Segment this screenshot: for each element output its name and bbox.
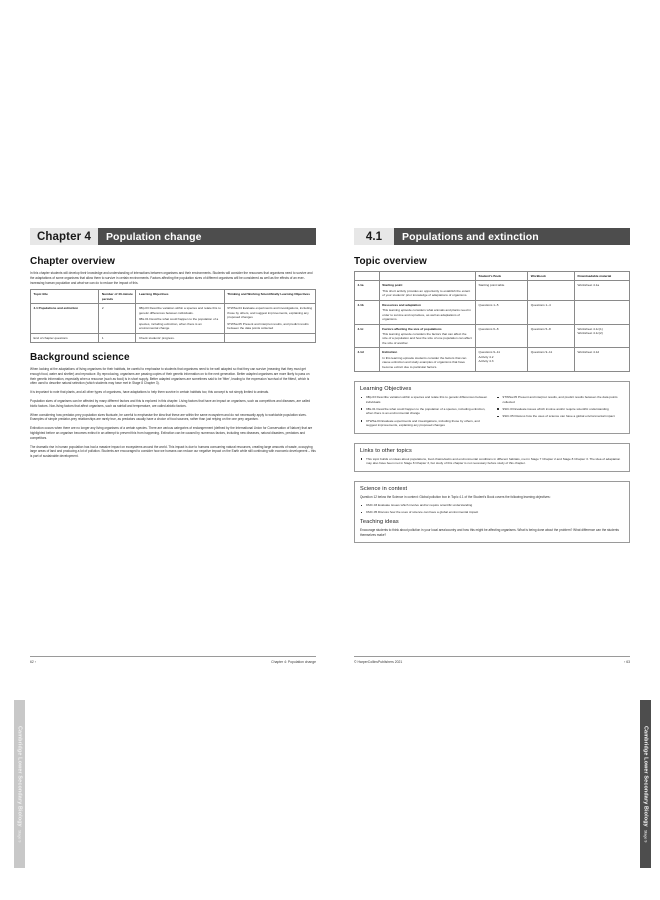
tws-item: 9TWSa.05 Present and interpret results, and predict results between the data points collected: [227, 321, 309, 331]
resource-ref: Activity 4.3: [478, 359, 494, 364]
background-paragraph: The dramatic rise in human population has had a massive impact on ecosystems around the world. This impact is due to humans consuming natural resources, creating large amounts of waste, occupying large areas of land and producing a lot of pollution. Students are encouraged to consider how we humans can reduce our negative impact on the Earth while still continuing with economic development – this is part of sustainable development.: [30, 444, 316, 459]
right-page-side-tab: [640, 700, 651, 868]
cell-downloadable: [575, 348, 630, 372]
copyright-notice: © HarperCollinsPublishers 2021: [354, 660, 403, 664]
cell-topic-title: End of chapter questions: [31, 333, 99, 342]
episode-title: Factors affecting the size of populations: [382, 326, 442, 331]
cell-periods: 2: [99, 304, 136, 333]
book-spread: [0, 228, 660, 843]
resource-ref: Activity 4.2: [478, 354, 494, 359]
col-topic-title: Topic title: [31, 290, 99, 304]
cell-workbook: [528, 348, 575, 372]
col-periods: Number of 40-minute periods: [99, 290, 136, 304]
col-downloadable: Downloadable material: [575, 272, 630, 281]
cell-episode: [379, 300, 475, 324]
topic-title: Populations and extinction: [394, 228, 630, 245]
cell-downloadable: [575, 300, 630, 324]
table-row: [31, 304, 316, 333]
chapter-overview-table: [30, 289, 316, 343]
resource-ref: Worksheet 4.1c(2): [577, 330, 603, 335]
cell-tws-objectives: [224, 304, 315, 333]
chapter-banner: [30, 228, 316, 245]
learning-objectives-column-left: [360, 395, 488, 428]
tws-item: 9TWSa.04 Evaluate experiments and investigations, including those by others, and suggest improvements, explaining any proposed changes: [227, 306, 313, 319]
left-page-side-tab: [14, 700, 25, 868]
cell-students-book: [476, 281, 528, 300]
table-row: [355, 300, 630, 324]
learning-objectives-column-right: [497, 395, 625, 428]
cell-periods: 1: [99, 333, 136, 342]
science-in-context-list: [360, 503, 624, 515]
teaching-ideas-title: Teaching ideas: [360, 518, 399, 525]
right-page: [330, 228, 660, 843]
list-item: 9TWSa.04 Evaluate experiments and investigations, including those by others, and suggest improvements, explaining any proposed changes: [360, 419, 488, 428]
cell-tws-objectives: [224, 333, 315, 342]
resource-ref: Questions 9–11: [530, 350, 553, 355]
cell-code: 4.1d: [355, 348, 380, 372]
episode-description: This learning episode considers the factors that can affect the size of a population and how the size of one population can affect the size of another.: [382, 332, 472, 345]
episode-description: This short activity provides an opportunity to establish the extent of your students' prior knowledge of adaptations of organisms.: [382, 288, 471, 298]
chapter-number: Chapter 4: [30, 228, 98, 245]
resource-ref: Questions 5–8: [530, 326, 551, 331]
cell-episode: [379, 348, 475, 372]
side-tab-subtitle: Stage 9: [17, 829, 22, 843]
col-learning-objectives: Learning Objectives: [136, 290, 224, 304]
episode-title: Starting point: [382, 283, 403, 288]
resource-ref: Questions 1–4: [530, 302, 551, 307]
teaching-ideas-text: Encourage students to think about pollution in your local area/country and how this might be affecting organisms. What is being done about the problem? What difference can the students themselves make?: [360, 527, 619, 537]
links-title: Links to other topics: [360, 447, 412, 454]
running-head: Chapter 4: Population change: [271, 660, 316, 664]
resource-ref: Worksheet 4.1d: [577, 350, 600, 355]
lo-item: 9Bs.01 Describe what could happen to the population of a species, including extinction, when there is an environmental change: [138, 317, 219, 331]
cell-learning-objectives: [136, 304, 224, 333]
table-header-row: [355, 272, 630, 281]
table-header-row: [31, 290, 316, 304]
background-paragraph: It is important to note that plants, and all other types of organisms, have adaptations to help them survive in certain habitats too; this concept is not simply limited to animals.: [30, 390, 269, 395]
table-row: [31, 333, 316, 342]
col-workbook: Workbook: [528, 272, 575, 281]
cell-students-book: [476, 300, 528, 324]
left-page: [0, 228, 330, 843]
cell-students-book: [476, 324, 528, 348]
col-episode: [379, 272, 475, 281]
table-row: [355, 281, 630, 300]
resource-ref: Worksheet 4.1a: [577, 283, 600, 288]
cell-learning-objectives: Check students' progress.: [136, 333, 224, 342]
cell-code: 4.1c: [355, 324, 380, 348]
links-to-other-topics-box: [354, 443, 630, 472]
cell-downloadable: [575, 324, 630, 348]
list-item: 9SIC.03 Evaluate issues which involve and/or require scientific understanding: [360, 503, 624, 508]
background-paragraph: When looking at the adaptations of living organisms for their habitats, be careful to emphasise to students that organisms need to be well adapted so that they can survive (meaning that they must get enough food, water and shelter) and reproduce. By reproducing, organisms are passing copies of their genetic information on to the next generation. Better adapted organisms are more likely to pass on their genetic information, especially when a resource (such as food) is in short supply. Better adapted organisms are sometimes said to be 'fitter', leading to the expression 'survival of the fittest', which is often used to describe natural selection (which students may have met in Stage 8 Chapter 3).: [30, 367, 310, 386]
episode-description: This learning episode considers what animals and plants need in order to survive and reproduce, as well as adaptations of organisms.: [382, 308, 471, 322]
learning-objectives-title: Learning Objectives: [360, 386, 412, 392]
resource-ref: Worksheet 4.1c(1): [577, 326, 603, 331]
list-item: 9SIC.05 Discuss how the uses of science can have a global environmental impact: [497, 414, 625, 419]
lo-item: 9Bp.03 Describe variation within a species and relate this to genetic differences between individuals.: [138, 306, 221, 315]
chapter-overview-text: In this chapter students will develop their knowledge and understanding of interactions between organisms and their environments. Students will consider the resources that organisms need to survive and the adaptations of some organisms that allow them to survive in certain environments. Factors affecting the population sizes of different organisms will be considered as well as the effects of an ever-increasing human population and what we can do to reduce the impact of this.: [30, 271, 313, 285]
list-item: 9SIC.03 Evaluate issues which involve and/or require scientific understanding: [497, 407, 625, 412]
episode-title: Extinction: [382, 350, 398, 355]
cell-downloadable: [575, 281, 630, 300]
resource-ref: Questions 9–11: [478, 350, 500, 355]
list-item: 9TWSa.05 Present and interpret results, and predict results between the data points collected: [497, 395, 625, 404]
list-item: 9Bp.03 Describe variation within a species and relate this to genetic differences between individuals: [360, 395, 488, 404]
right-page-footer: [354, 656, 630, 664]
side-tab-title: Cambridge Lower Secondary Biology: [16, 725, 23, 827]
cell-workbook: [528, 324, 575, 348]
cell-students-book: [476, 348, 528, 372]
background-science-heading: Background science: [30, 352, 130, 364]
resource-ref: Questions 1–5: [478, 302, 499, 307]
episode-title: Resources and adaptation: [382, 302, 421, 307]
table-row: [355, 348, 630, 372]
list-item: 9SIC.05 Discuss how the uses of science can have a global environmental impact: [360, 510, 624, 515]
page-number: ‹ 63: [624, 660, 630, 664]
list-item: This topic builds on ideas about populations, food chains/webs and environmental conditions in different habitats, met in Stage 7 Chapter 2 and Stage 8 Chapter 3. The idea of adaptation may also have been met in Stage 8 Chapter 3, but study of this chapter is not necessary before study of this chapter.: [360, 457, 624, 466]
links-list: [360, 457, 624, 466]
background-paragraph: Population sizes of organisms can be affected by many different factors and this is explored in this chapter. Living factors that have an impact on organisms, such as competitors and diseases, are called biotic factors. Non-living factors that affect organisms, such as rainfall and temperature, are called abiotic factors.: [30, 399, 311, 408]
science-in-context-intro: Question 12 below the Science in context: Global pollution box in Topic 4.1 of the Student's Book covers the following learning objectives:: [360, 495, 551, 500]
resource-ref: Questions 6–8: [478, 326, 499, 331]
table-row: [355, 324, 630, 348]
col-students-book: Student's Book: [476, 272, 528, 281]
side-tab-subtitle: Stage 9: [643, 829, 648, 843]
cell-episode: [379, 324, 475, 348]
science-in-context-title: Science in context: [360, 486, 408, 493]
topic-overview-heading: Topic overview: [354, 256, 427, 267]
chapter-overview-heading: Chapter overview: [30, 256, 115, 267]
col-code: [355, 272, 380, 281]
resource-ref: Starting point table: [478, 283, 505, 288]
background-paragraph: When considering how predator-prey population sizes fluctuate, be careful to emphasise the idea that these are within the same ecosystem and do not necessarily apply to worldwide population sizes. Examples of simple predator-prey relationships are rarely true, as predators usually have a choice of food sources, rather than just relying on the one prey organism.: [30, 412, 307, 422]
topic-banner: [354, 228, 630, 245]
chapter-title: Population change: [98, 228, 316, 245]
cell-episode: [379, 281, 475, 300]
cell-workbook: [528, 281, 575, 300]
episode-description: In this learning episode students consider the factors that can cause extinction and study examples of organisms that have become extinct due to particular factors.: [382, 355, 467, 369]
page-number: 62 ›: [30, 660, 36, 664]
cell-topic-title: 4.1 Populations and extinction: [31, 304, 99, 333]
col-tws-objectives: Thinking and Working Scientifically Learning Objectives: [224, 290, 315, 304]
list-item: 9Bs.01 Describe what could happen to the population of a species, including extinction, when there is an environmental change: [360, 407, 488, 416]
cell-code: 4.1b: [355, 300, 380, 324]
background-paragraph: Extinction occurs when there are no longer any living organisms of a certain species. There are various categories of endangerment (defined by the International Union for Conservation of Nature) that are highlighted before an organism becomes extinct in an attempt to prevent this from happening. Extinction can be caused by numerous factors, including new diseases, natural disasters, predators and competitors.: [30, 426, 313, 440]
left-page-footer: [30, 656, 316, 664]
topic-number: 4.1: [354, 228, 394, 245]
side-tab-title: Cambridge Lower Secondary Biology: [642, 725, 649, 827]
cell-code: 4.1a: [355, 281, 380, 300]
science-in-context-box: [354, 481, 630, 543]
learning-objectives-box: [354, 381, 630, 434]
topic-overview-table: [354, 271, 630, 372]
cell-workbook: [528, 300, 575, 324]
